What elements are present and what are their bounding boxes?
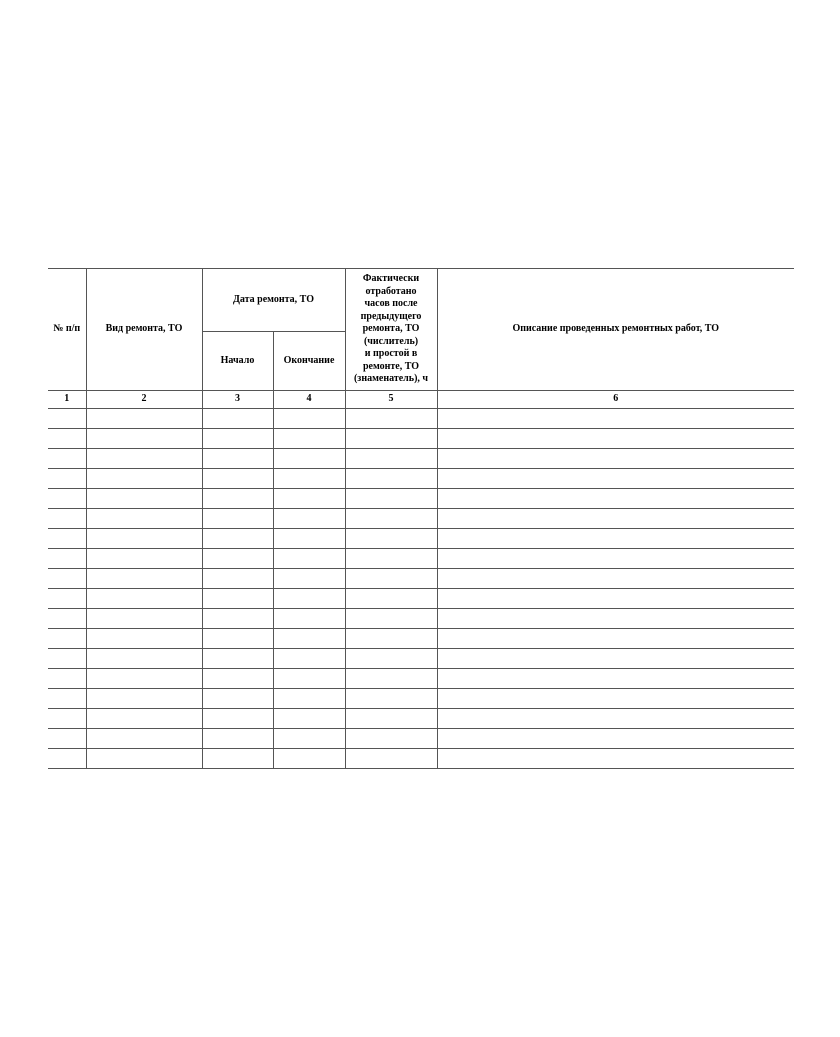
header-number: № п/п	[48, 269, 86, 391]
table-cell[interactable]	[86, 669, 202, 689]
table-cell[interactable]	[345, 729, 437, 749]
table-cell[interactable]	[86, 749, 202, 769]
table-cell[interactable]	[437, 609, 794, 629]
table-row	[48, 669, 794, 689]
table-cell[interactable]	[273, 629, 345, 649]
table-cell[interactable]	[437, 629, 794, 649]
table-cell[interactable]	[202, 649, 273, 669]
table-cell[interactable]	[202, 469, 273, 489]
column-number: 6	[437, 391, 794, 409]
table-cell[interactable]	[345, 509, 437, 529]
table-row	[48, 429, 794, 449]
column-number-row	[48, 391, 794, 409]
table-cell[interactable]	[86, 589, 202, 609]
header-description: Описание проведенных ремонтных работ, ТО	[437, 269, 794, 391]
table-cell[interactable]	[48, 669, 86, 689]
table-cell[interactable]	[48, 449, 86, 469]
table-cell[interactable]	[273, 529, 345, 549]
table-cell[interactable]	[202, 689, 273, 709]
table-cell[interactable]	[48, 729, 86, 749]
table-cell[interactable]	[86, 569, 202, 589]
table-cell[interactable]	[86, 449, 202, 469]
table-cell[interactable]	[273, 729, 345, 749]
table-cell[interactable]	[202, 409, 273, 429]
table-cell[interactable]	[345, 709, 437, 729]
table-cell[interactable]	[273, 649, 345, 669]
table-cell[interactable]	[437, 649, 794, 669]
table-cell[interactable]	[273, 549, 345, 569]
table-cell[interactable]	[202, 749, 273, 769]
table-cell[interactable]	[86, 689, 202, 709]
table-cell[interactable]	[345, 609, 437, 629]
table-cell[interactable]	[202, 509, 273, 529]
table-cell[interactable]	[345, 749, 437, 769]
table-cell[interactable]	[202, 729, 273, 749]
table-cell[interactable]	[437, 409, 794, 429]
header-end: Окончание	[273, 332, 345, 391]
table-cell[interactable]	[345, 549, 437, 569]
table-cell[interactable]	[345, 669, 437, 689]
table-cell[interactable]	[345, 489, 437, 509]
header-repair-date: Дата ремонта, ТО	[202, 269, 345, 332]
table-cell[interactable]	[202, 669, 273, 689]
table-cell[interactable]	[437, 669, 794, 689]
table-cell[interactable]	[202, 529, 273, 549]
column-number: 4	[273, 391, 345, 409]
table-cell[interactable]	[437, 469, 794, 489]
table-cell[interactable]	[202, 709, 273, 729]
table-cell[interactable]	[437, 509, 794, 529]
table-cell[interactable]	[273, 409, 345, 429]
column-number: 1	[48, 391, 86, 409]
table-cell[interactable]	[86, 409, 202, 429]
table-cell[interactable]	[273, 589, 345, 609]
table-cell[interactable]	[437, 689, 794, 709]
table-cell[interactable]	[273, 709, 345, 729]
table-cell[interactable]	[437, 729, 794, 749]
table-cell[interactable]	[273, 609, 345, 629]
table-cell[interactable]	[202, 449, 273, 469]
header-hours-worked: Фактически отработано часов после предыдущего ремонта, ТО (числитель) и простой в ремонте, ТО (знаменатель), ч	[345, 269, 437, 391]
table-cell[interactable]	[437, 549, 794, 569]
table-cell[interactable]	[202, 489, 273, 509]
table-cell[interactable]	[202, 429, 273, 449]
table-cell[interactable]	[345, 469, 437, 489]
table-cell[interactable]	[202, 629, 273, 649]
table-cell[interactable]	[48, 749, 86, 769]
table-cell[interactable]	[86, 429, 202, 449]
table-cell[interactable]	[202, 569, 273, 589]
table-cell[interactable]	[273, 449, 345, 469]
table-cell[interactable]	[273, 569, 345, 589]
table-cell[interactable]	[437, 709, 794, 729]
table-cell[interactable]	[48, 629, 86, 649]
table-cell[interactable]	[48, 429, 86, 449]
table-cell[interactable]	[202, 549, 273, 569]
table-cell[interactable]	[437, 569, 794, 589]
table-cell[interactable]	[86, 629, 202, 649]
table-cell[interactable]	[437, 449, 794, 469]
table-cell[interactable]	[48, 649, 86, 669]
table-cell[interactable]	[48, 689, 86, 709]
table-cell[interactable]	[345, 689, 437, 709]
table-cell[interactable]	[273, 689, 345, 709]
table-cell[interactable]	[437, 429, 794, 449]
table-cell[interactable]	[345, 529, 437, 549]
table-row	[48, 549, 794, 569]
repair-log-table	[48, 268, 794, 769]
table-row	[48, 649, 794, 669]
table-cell[interactable]	[86, 509, 202, 529]
column-number: 3	[202, 391, 273, 409]
table-row	[48, 529, 794, 549]
header-repair-type: Вид ремонта, ТО	[86, 269, 202, 391]
table-cell[interactable]	[437, 589, 794, 609]
table-row	[48, 409, 794, 429]
table-row	[48, 569, 794, 589]
table-cell[interactable]	[86, 489, 202, 509]
header-start: Начало	[202, 332, 273, 391]
table-cell[interactable]	[273, 429, 345, 449]
table-cell[interactable]	[86, 729, 202, 749]
table-cell[interactable]	[345, 629, 437, 649]
table-cell[interactable]	[273, 489, 345, 509]
table-cell[interactable]	[86, 649, 202, 669]
repair-log-sheet	[48, 268, 794, 769]
table-cell[interactable]	[48, 549, 86, 569]
table-row	[48, 489, 794, 509]
table-cell[interactable]	[345, 449, 437, 469]
table-row	[48, 629, 794, 649]
table-row	[48, 749, 794, 769]
table-cell[interactable]	[86, 709, 202, 729]
table-cell[interactable]	[345, 569, 437, 589]
table-cell[interactable]	[48, 469, 86, 489]
table-cell[interactable]	[86, 529, 202, 549]
table-cell[interactable]	[86, 609, 202, 629]
table-cell[interactable]	[202, 589, 273, 609]
table-row	[48, 509, 794, 529]
table-cell[interactable]	[437, 749, 794, 769]
table-row	[48, 609, 794, 629]
table-row	[48, 729, 794, 749]
table-row	[48, 689, 794, 709]
table-cell[interactable]	[48, 509, 86, 529]
table-cell[interactable]	[48, 529, 86, 549]
table-cell[interactable]	[202, 609, 273, 629]
table-cell[interactable]	[86, 549, 202, 569]
table-cell[interactable]	[273, 669, 345, 689]
table-cell[interactable]	[273, 749, 345, 769]
table-cell[interactable]	[273, 469, 345, 489]
table-row	[48, 469, 794, 489]
table-cell[interactable]	[48, 489, 86, 509]
table-cell[interactable]	[48, 609, 86, 629]
table-cell[interactable]	[345, 409, 437, 429]
table-cell[interactable]	[48, 569, 86, 589]
table-cell[interactable]	[345, 649, 437, 669]
table-cell[interactable]	[437, 529, 794, 549]
table-row	[48, 589, 794, 609]
column-number: 2	[86, 391, 202, 409]
table-cell[interactable]	[48, 409, 86, 429]
table-cell[interactable]	[86, 469, 202, 489]
column-number: 5	[345, 391, 437, 409]
table-cell[interactable]	[273, 509, 345, 529]
table-row	[48, 449, 794, 469]
table-cell[interactable]	[437, 489, 794, 509]
table-cell[interactable]	[48, 709, 86, 729]
table-cell[interactable]	[345, 429, 437, 449]
table-row	[48, 709, 794, 729]
table-body	[48, 391, 794, 769]
table-cell[interactable]	[48, 589, 86, 609]
table-cell[interactable]	[345, 589, 437, 609]
